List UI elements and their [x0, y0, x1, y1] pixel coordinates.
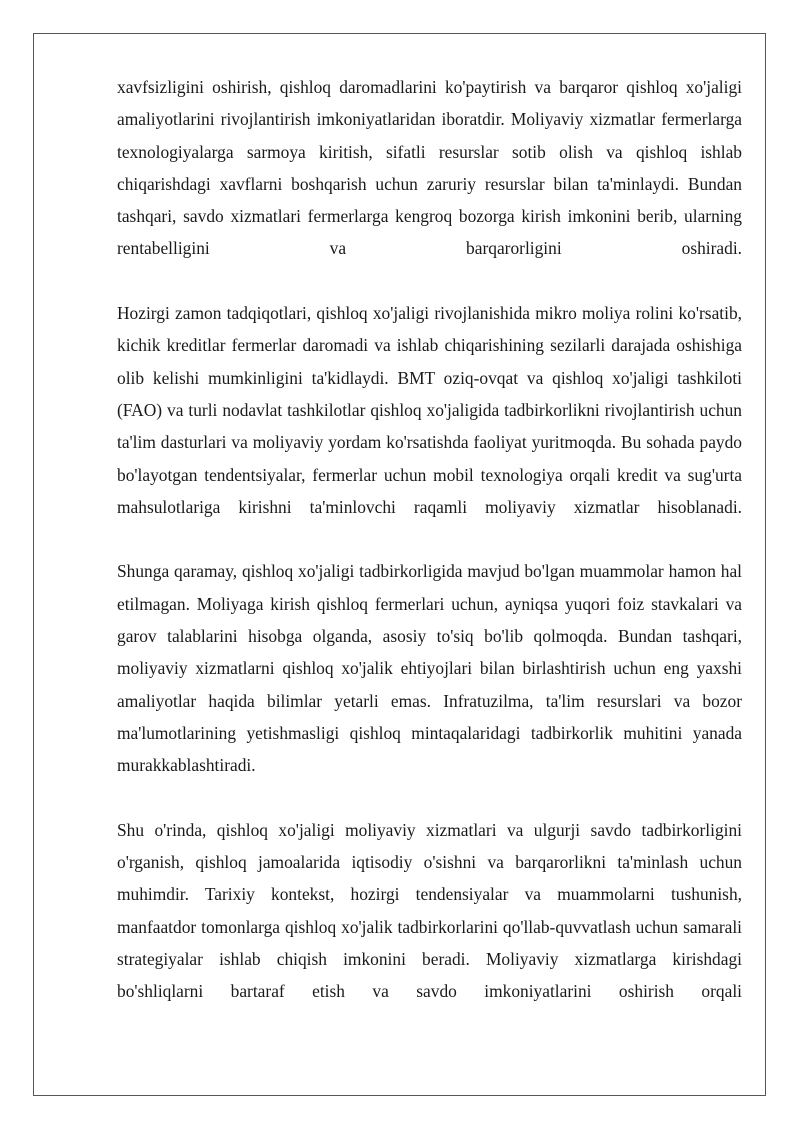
paragraph-4: Shu o'rinda, qishloq xo'jaligi moliyaviy xizmatlari va ulgurji savdo tadbirkorligini o'rganish, qishloq jamoalarida iqtisodiy o'sishni va barqarorlikni ta'minlash uchun muhimdir. Tarixiy kontekst, hozirgi tendensiyalar va muammolarni tushunish, manfaatdor tomonlarga qishloq xo'jalik tadbirkorlarini qo'llab-quvvatlash uchun samarali strategiyalar ishlab chiqish imkonini beradi. Moliyaviy xizmatlarga kirishdagi bo'shliqlarni bartaraf etish va savdo imkoniyatlarini oshirish orqali: [117, 819, 742, 1002]
paragraph-3: Shunga qaramay, qishloq xo'jaligi tadbirkorligida mavjud bo'lgan muammolar hamon hal etilmagan. Moliyaga kirish qishloq fermerlari uchun, ayniqsa yuqori foiz stavkalari va garov talablarini hisobga olganda, asosiy to'siq bo'lib qolmoqda. Bundan tashqari, moliyaviy xizmatlarni qishloq xo'jalik ehtiyojlari bilan birlashtirish uchun eng yaxshi amaliyotlar haqida bilimlar yetarli emas. Infratuzilma, ta'lim resurslari va bozor ma'lumotlarining yetishmasligi qishloq mintaqalaridagi tadbirkorlik muhitini yanada murakkablashtiradi.: [117, 561, 742, 776]
paragraph-2: Hozirgi zamon tadqiqotlari, qishloq xo'jaligi rivojlanishida mikro moliya rolini ko'rsatib, kichik kreditlar fermerlar daromadi va ishlab chiqarishining sezilarli darajada oshishiga olib kelishi mumkinligini ta'kidlaydi. BMT oziq-ovqat va qishloq xo'jaligi tashkiloti (FAO) va turli nodavlat tashkilotlar qishloq xo'jaligida tadbirkorlikni rivojlantirish uchun ta'lim dasturlari va moliyaviy yordam ko'rsatishda faoliyat yuritmoqda. Bu sohada paydo bo'layotgan tendentsiyalar, fermerlar uchun mobil texnologiya orqali kredit va sug'urta mahsulotlariga kirishni ta'minlovchi raqamli moliyaviy xizmatlar hisoblanadi.: [117, 303, 742, 517]
paragraph-1: xavfsizligini oshirish, qishloq daromadlarini ko'paytirish va barqaror qishloq xo'jaligi amaliyotlarini rivojlantirish imkoniyatlaridan iboratdir. Moliyaviy xizmatlar fermerlarga texnologiyalarga sarmoya kiritish, sifatli resurslar sotib olish va qishloq ishlab chiqarishdagi xavflarni boshqarish uchun zaruriy resurslar bilan ta'minlaydi. Bundan tashqari, savdo xizmatlari fermerlarga kengroq bozorga kirish imkonini berib, ularning rentabelligini va barqarorligini oshiradi.: [117, 77, 742, 259]
document-body: [117, 71, 742, 1008]
